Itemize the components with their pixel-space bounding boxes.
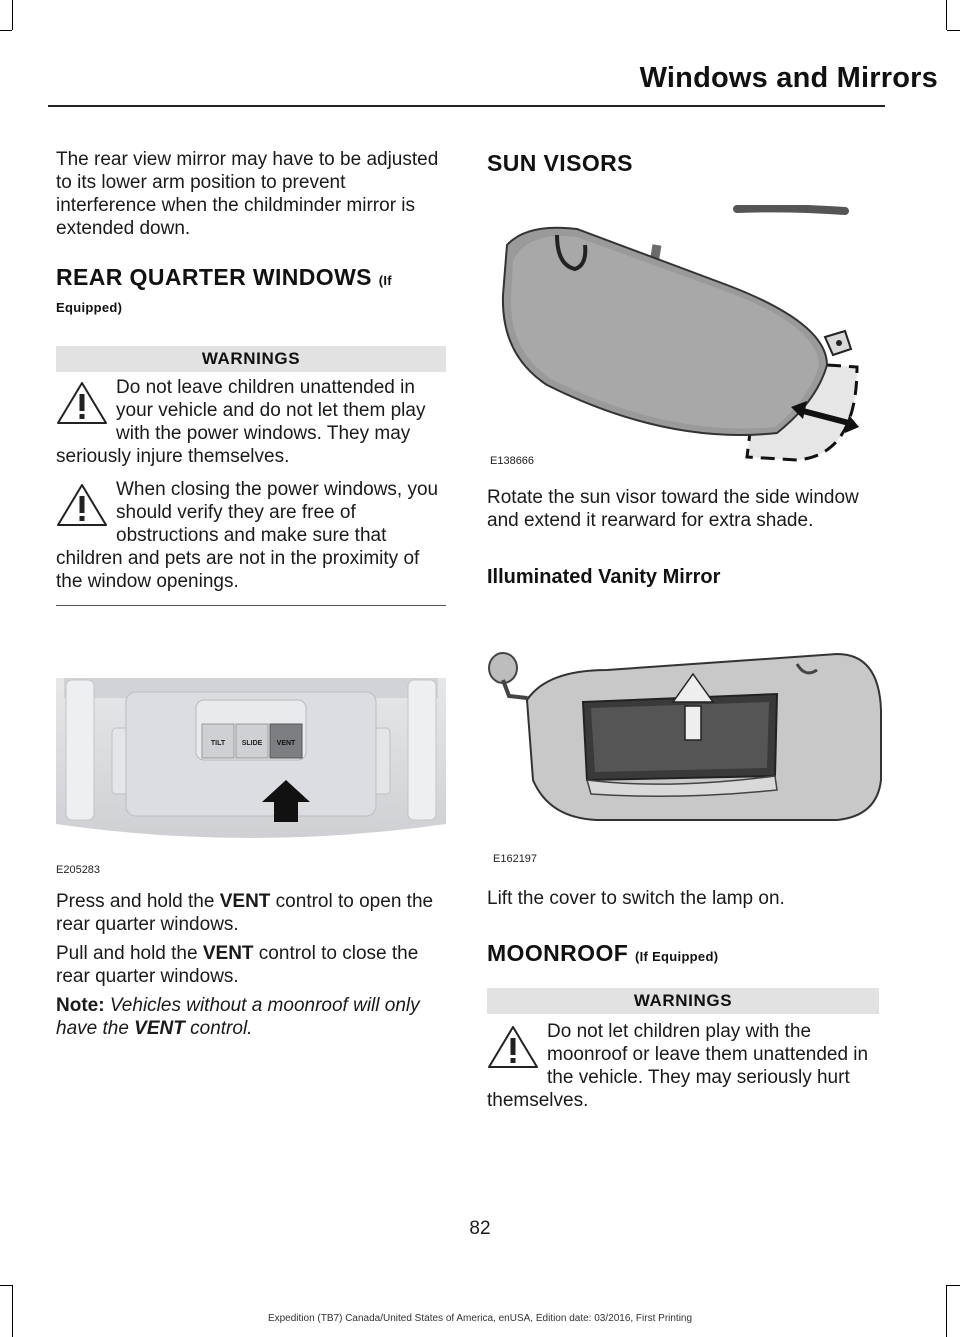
crop-mark xyxy=(947,1285,960,1286)
section-condition: (If Equipped) xyxy=(635,949,719,964)
button-label-tilt: TILT xyxy=(210,740,226,747)
pull-vent-paragraph xyxy=(56,942,446,988)
warning-triangle-icon xyxy=(56,482,108,528)
vanity-mirror-figure xyxy=(487,640,883,850)
section-title-text: REAR QUARTER WINDOWS xyxy=(56,264,372,290)
warning-item xyxy=(56,376,446,468)
note-label: Note: xyxy=(56,995,105,1016)
figure-id: E138666 xyxy=(490,455,535,467)
section-condition: (If Equipped) xyxy=(56,273,392,315)
warnings-heading: WARNINGS xyxy=(56,346,446,372)
warnings-box xyxy=(487,988,879,1112)
warning-text: Do not let children play with the moonroof or leave them unattended in the vehicle. They may seriously hurt themselves. xyxy=(487,1021,869,1111)
crop-mark xyxy=(0,1285,12,1286)
warning-triangle-icon xyxy=(487,1024,539,1070)
crop-mark xyxy=(12,0,13,30)
intro-paragraph: The rear view mirror may have to be adjusted to its lower arm position to prevent interference when the childminder mirror is extended down. xyxy=(56,149,439,239)
warnings-heading: WARNINGS xyxy=(487,988,879,1014)
sun-visor-figure xyxy=(487,205,879,465)
figure-id: E162197 xyxy=(493,853,538,865)
page-number: 82 xyxy=(469,1218,491,1239)
warning-triangle-icon xyxy=(56,380,108,426)
header-divider xyxy=(48,105,885,107)
control-name: VENT xyxy=(134,1018,185,1039)
text-run: Press and hold the xyxy=(56,891,220,912)
press-vent-paragraph xyxy=(56,890,446,936)
button-label-slide: SLIDE xyxy=(241,740,263,747)
warning-text: Do not leave children unattended in your vehicle and do not let them play with the power windows. They may seriously injure themselves. xyxy=(56,377,426,467)
section-title-sun-visors: SUN VISORS xyxy=(487,150,633,176)
warnings-box xyxy=(56,346,446,606)
note-paragraph xyxy=(56,994,446,1040)
text-run: Vehicles without a moonroof will only have the xyxy=(56,995,420,1039)
overhead-console-figure xyxy=(56,652,446,860)
text-run: control. xyxy=(184,1018,253,1039)
button-label-vent: VENT xyxy=(276,740,296,747)
figure-id: E205283 xyxy=(56,864,101,876)
crop-mark xyxy=(946,1285,947,1337)
control-name: VENT xyxy=(202,943,254,964)
warning-text: When closing the power windows, you should verify they are free of obstructions and make sure that children and pets are not in the proximity of the window openings. xyxy=(56,479,439,592)
crop-mark xyxy=(12,1285,13,1337)
subsection-title-vanity-mirror: Illuminated Vanity Mirror xyxy=(487,566,721,588)
warnings-divider xyxy=(56,605,446,606)
crop-mark xyxy=(0,30,12,31)
section-title-text: MOONROOF xyxy=(487,940,629,966)
page-title: Windows and Mirrors xyxy=(639,62,938,94)
crop-mark xyxy=(947,30,960,31)
crop-mark xyxy=(946,0,947,30)
lamp-paragraph: Lift the cover to switch the lamp on. xyxy=(487,888,785,909)
warning-item xyxy=(487,1020,879,1112)
warning-item xyxy=(56,478,446,593)
section-title-moonroof xyxy=(487,940,879,967)
visor-paragraph: Rotate the sun visor toward the side window and extend it rearward for extra shade. xyxy=(487,487,859,531)
page-footer: Expedition (TB7) Canada/United States of America, enUSA, Edition date: 03/2016, First Printing xyxy=(267,1313,693,1324)
text-run: Pull and hold the xyxy=(56,943,203,964)
control-name: VENT xyxy=(219,891,271,912)
section-title-rear-quarter-windows xyxy=(56,264,446,318)
text-run: control to open the rear quarter windows. xyxy=(56,891,434,935)
text-run: control to close the rear quarter windows. xyxy=(56,943,419,987)
